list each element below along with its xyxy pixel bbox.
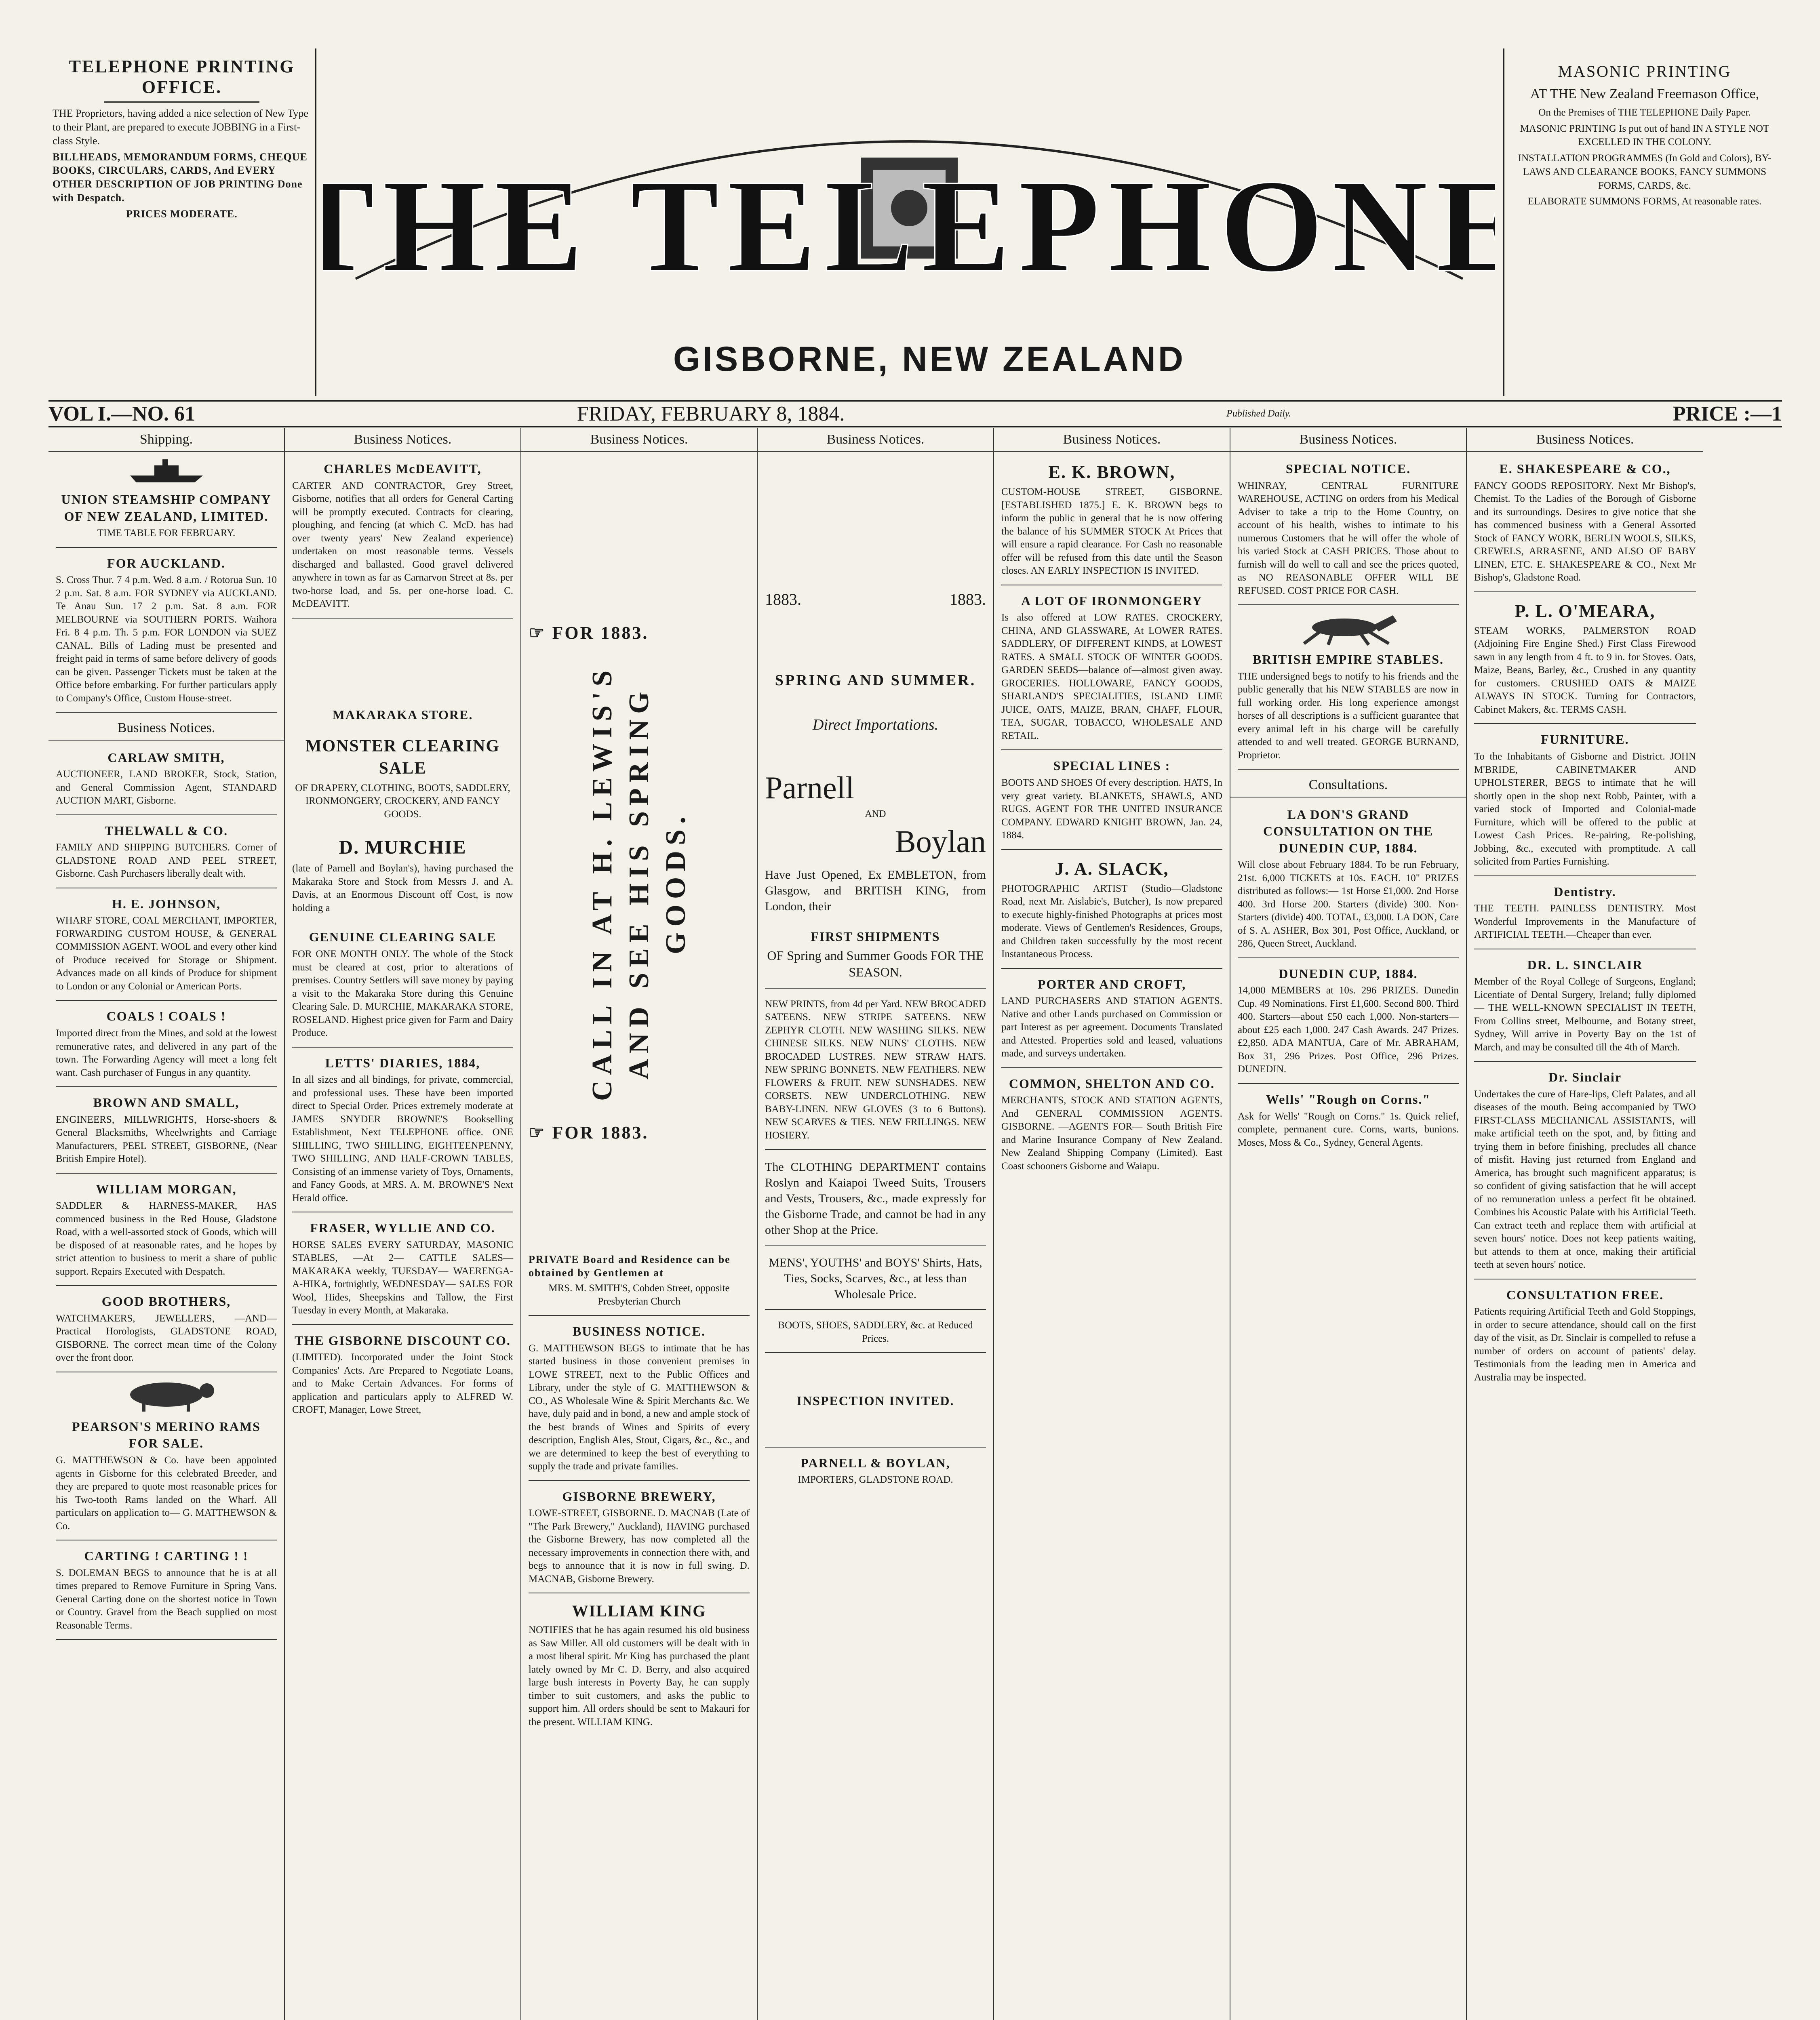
- ad-title: INSPECTION INVITED.: [796, 1393, 954, 1408]
- ad-dr-sinclair: [1474, 953, 1696, 1062]
- h-lewis-vertical: CALL IN AT H. LEWIS'S AND SEE HIS SPRING GOODS.: [587, 665, 691, 1101]
- price: PRICE :—1: [1673, 402, 1782, 425]
- printing-office-intro: THE Proprietors, having added a nice selection of New Type to their Plant, are prepared to execute JOBBING in a First-class Style.: [53, 107, 309, 147]
- ad-body: MERCHANTS, STOCK AND STATION AGENTS, And GENERAL COMMISSION AGENTS. GISBORNE. —AGENTS FOR— South British Fire and Marine Insurance Company of New Zealand. New Zealand Shipping Company (Limited). East Coast schooners Gisborne and Waiapu.: [1001, 1095, 1222, 1172]
- ad-title: H. E. JOHNSON,: [112, 896, 221, 911]
- ad-title: E. SHAKESPEARE & CO.,: [1499, 461, 1671, 476]
- ad-body: Ask for Wells' "Rough on Corns." 1s. Quick relief, complete, permanent cure. Corns, warts, bunions. Moses, Moss & Co., Sydney, General Agents.: [1238, 1111, 1459, 1148]
- issue-date: FRIDAY, FEBRUARY 8, 1884.: [577, 402, 845, 425]
- ad-title: BRITISH EMPIRE STABLES.: [1252, 652, 1444, 667]
- ad-title: PARNELL & BOYLAN,: [800, 1455, 950, 1470]
- ad-body: NEW PRINTS, from 4d per Yard. NEW BROCADED SATEENS. NEW STRIPE SATEENS. NEW ZEPHYR CLOTH. NEW WASHING SILKS. NEW CHINESE SILKS. NEW NUNS' CLOTHS. NEW BROCADED LUSTRES. NEW STRAW HATS. NEW SPRING BONNETS. NEW FEATHERS. NEW FLOWERS & FRUIT. NEW SUNSHADES. NEW CORSETS. NEW UNDERCLOTHING. NEW BABY-LINEN. NEW GLOVES (3 to 6 Buttons). NEW SCARVES & TIES. NEW FRILLINGS. NEW HOSIERY.: [765, 998, 986, 1141]
- ad-genuine-sale: [292, 926, 513, 1047]
- ad-body: Patients requiring Artificial Teeth and Gold Stoppings, in order to secure attendance, should call on the first day of the visit, as Dr. Sinclair is compelled to refuse a number of orders on account of patients' delay. Testimonials from the leading men in America and Australia may be inspected.: [1474, 1306, 1696, 1383]
- ad-title: GENUINE CLEARING SALE: [309, 930, 497, 945]
- ad-body: IMPORTERS, GLADSTONE ROAD.: [798, 1474, 953, 1486]
- published-daily: Published Daily.: [1226, 408, 1291, 419]
- column-4: [758, 428, 994, 2020]
- ad-body: STEAM WORKS, PALMERSTON ROAD (Adjoining Fire Engine Shed.) First Class Firewood sawn in any length from 4 ft. to 9 in. for Stoves. Oats, Maize, Beans, Barley, &c., Crushed in any quantity for customers. CRUSHED OATS & MAIZE ALWAYS IN STOCK. Turning for Contractors, Cabinet Makers, &c. TERMS CASH.: [1474, 625, 1696, 715]
- ad-william-king: [529, 1597, 750, 1736]
- ad-william-morgan: [56, 1178, 277, 1286]
- ad-inspection: [765, 1357, 986, 1448]
- ad-title: PEARSON'S MERINO RAMS FOR SALE.: [72, 1419, 261, 1451]
- printing-office-heading: TELEPHONE PRINTING OFFICE.: [69, 57, 295, 97]
- ad-body: To the Inhabitants of Gisborne and District. JOHN M'BRIDE, CABINETMAKER AND UPHOLSTERER, BEGS to intimate that he will shortly open in the shop next Robb, Painter, with a varied stock of Imported and Colonial-made Furniture, which will be offered to the public at Lowest Cash Prices. Re-pairing, Re-polishing, Jobbing, &c., executed with promptitude. A call solicited from Parties Furnishing.: [1474, 751, 1696, 867]
- masthead-place: GISBORNE, NEW ZEALAND: [673, 340, 1186, 379]
- ad-ek-brown: [1001, 457, 1222, 585]
- ad-title: J. A. SLACK,: [1055, 858, 1169, 879]
- ad-shakespeare: [1474, 457, 1696, 592]
- column-heading: Shipping.: [48, 428, 284, 452]
- parnell: Parnell: [765, 770, 854, 805]
- column-1: [48, 428, 285, 2020]
- ad-title: LETTS' DIARIES, 1884,: [325, 1055, 480, 1070]
- ad-title: SPECIAL NOTICE.: [1285, 461, 1411, 476]
- ad-title: UNION STEAMSHIP COMPANY OF NEW ZEALAND, LIMITED.: [61, 492, 272, 524]
- masthead-title: THE TELEPHONE: [323, 152, 1495, 300]
- ad-body: LAND PURCHASERS AND STATION AGENTS. Native and other Lands purchased on Commission or part Interest as per agreement. Documents Translated and Attested. Properties sold and leased, valuations made, and surveys undertaken.: [1001, 995, 1222, 1059]
- ad-omeara: [1474, 596, 1696, 724]
- ad-body: THE undersigned begs to notify to his friends and the public generally that his NEW STABLES are now in full working order. His long experience amongst horses of all descriptions is a sufficient guarantee that every animal left in his charge will be carefully attended to and well treated. GEORGE BURNAND, Proprietor.: [1238, 671, 1459, 761]
- ad-sinclair-services: [1474, 1066, 1696, 1279]
- ad-title: SPECIAL LINES :: [1053, 758, 1171, 773]
- ad-furniture: [1474, 728, 1696, 876]
- ad-body: WHARF STORE, COAL MERCHANT, IMPORTER, FORWARDING CUSTOM HOUSE, & GENERAL COMMISSION AGENT. WOOL and every other kind of Produce received for Storage or Shipment. Advances made on all kinds of Produce for shipment to London or any Colonial or American Ports.: [56, 915, 277, 992]
- ad-body: OF DRAPERY, CLOTHING, BOOTS, SADDLERY, IRONMONGERY, CROCKERY, AND FANCY GOODS.: [295, 782, 510, 820]
- ad-title: WILLIAM KING: [572, 1602, 706, 1620]
- for-1883-a: ☞ FOR 1883.: [529, 623, 649, 643]
- ad-body: In all sizes and all bindings, for private, commercial, and professional uses. These have been imported direct to Special Order. Prices extremely moderate at JAMES SNYDER BROWNE'S Bookselling Establishment, Next TELEPHONE office. ONE SHILLING, TWO SHILLING, EIGHTEENPENNY, TWO SHILLING, AND HALF-CROWN TABLES, Consisting of an immense variety of Toys, Ornaments, and Fancy Goods, at MRS. A. M. BROWNE'S Next Herald office.: [292, 1074, 513, 1204]
- ad-body: Will close about February 1884. To be run February, 21st. 6,000 TICKETS at 10s. EACH. 10" PRIZES distributed as follows:— 1st Horse £1,000. 2nd Horse 400. 3rd Horse 200. Starters (divide) 300. Non-Starters (divide) 400. TOTAL, £3,000. LA DON, Care of S. A. ASHER, Box 301, Post Office, Auckland, or 286, Queen Street, Auckland.: [1238, 859, 1459, 949]
- section-heading: Consultations.: [1230, 774, 1466, 797]
- ad-body: MENS', YOUTHS' and BOYS' Shirts, Hats, Ties, Socks, Scarves, &c., at less than Wholesale Price.: [769, 1256, 982, 1301]
- ad-title: FRASER, WYLLIE AND CO.: [310, 1220, 495, 1235]
- column-heading: Business Notices.: [758, 428, 993, 452]
- divider: [315, 48, 316, 396]
- masonic-sub: AT THE New Zealand Freemason Office,: [1530, 86, 1759, 101]
- ad-title: MONSTER CLEARING SALE: [305, 737, 500, 778]
- section-heading: Business Notices.: [48, 717, 284, 740]
- year-row: [765, 589, 986, 610]
- ad-title: WILLIAM MORGAN,: [96, 1181, 237, 1196]
- ad-ironmongery: [1001, 589, 1222, 751]
- ad-merino-rams: [56, 1415, 277, 1540]
- ad-good-brothers: [56, 1290, 277, 1372]
- ad-porter-croft: [1001, 973, 1222, 1068]
- ad-he-johnson: [56, 892, 277, 1001]
- ad-body: Member of the Royal College of Surgeons, England; Licentiate of Dental Surgery, Ireland; fully diplomed— THE WELL-KNOWN SPECIALIST IN TEETH, From Collins street, Melbourne, and Botany street, Sydney, Will arrive in Poverty Bay on the 1st of March, and may be consulted till the 4th of March.: [1474, 976, 1696, 1053]
- direct-importations: Direct Importations.: [812, 716, 938, 733]
- year-left: 1883.: [765, 590, 801, 609]
- ad-title: GISBORNE BREWERY,: [562, 1489, 716, 1504]
- ad-body: NOTIFIES that he has again resumed his old business as Saw Miller. All old customers will be dealt with in a most liberal spirit. Mr King has purchased the plant lately owned by Mr C. D. Berry, and also acquired large bush interests in Poverty Bay, he can supply timber to suit customers, and asks the public to support him. All orders should be sent to Makauri for the present. WILLIAM KING.: [529, 1624, 750, 1728]
- ad-body: G. MATTHEWSON & Co. have been appointed agents in Gisborne for this celebrated Breeder, and they are prepared to quote most reasonable prices for his Two-tooth Rams landed on the Wharf. All particulars on application to— G. MATTHEWSON & Co.: [56, 1455, 277, 1532]
- column-heading: Business Notices.: [1230, 428, 1466, 452]
- ad-title: PORTER AND CROFT,: [1037, 976, 1186, 991]
- ad-body: SADDLER & HARNESS-MAKER, HAS commenced business in the Red House, Gladstone Road, with a well-assorted stock of Goods, which will be disposed of at reasonable rates, and he hopes by strict attention to business to merit a share of public support. Repairs Executed with Despatch.: [56, 1200, 277, 1277]
- ad-body: OF Spring and Summer Goods FOR THE SEASON.: [767, 948, 984, 980]
- ad-letts-diaries: [292, 1052, 513, 1213]
- ad-body: AUCTIONEER, LAND BROKER, Stock, Station, and General Commission Agent, STANDARD AUCTION MART, Gisborne.: [56, 769, 277, 806]
- ad-title: LA DON'S GRAND CONSULTATION ON THE DUNEDIN CUP, 1884.: [1263, 807, 1433, 855]
- ad-clothing-dept: [765, 1154, 986, 1246]
- ad-title: DR. L. SINCLAIR: [1527, 957, 1643, 972]
- ad-body: BOOTS, SHOES, SADDLERY, &c. at Reduced Prices.: [778, 1320, 973, 1344]
- column-7: [1467, 428, 1703, 2020]
- ad-body: G. MATTHEWSON BEGS to intimate that he has started business in those convenient premises in LOWE STREET, next to the Public Offices and Library, under the style of G. MATTHEWSON & CO., AS Wholesale Wine & Spirit Merchants &c. We have, duly paid and in bond, a new and ample stock of the best brands of Wines and Spirits of every description, English Ales, Stout, Cigars, &c., &c., and we are determined to keep the best of everything to supply the trade and private families.: [529, 1342, 750, 1472]
- ad-common-shelton: [1001, 1072, 1222, 1180]
- ad-body: FAMILY AND SHIPPING BUTCHERS. Corner of GLADSTONE ROAD AND PEEL STREET, Gisborne. Cash Purchasers liberally dealt with.: [56, 842, 277, 880]
- column-5: [994, 428, 1230, 2020]
- ad-union-steamship: [56, 488, 277, 548]
- ad-parnell-boylan: [765, 1452, 986, 1494]
- ad-body: 14,000 MEMBERS at 10s. 296 PRIZES. Dunedin Cup. 49 Nominations. First £1,600. Second 800. Third 400. Starters—about £50 each 1,000. Non-starters—about £25 each 1,000. 247 Cash Awards. 247 Prizes. £2,850. ADA MANTUA, Care of Mr. ABRAHAM, Box 31, 296 Prizes. Post Office, 296 Prizes. DUNEDIN.: [1238, 985, 1459, 1075]
- steamship-icon: [126, 457, 207, 486]
- ad-body: THE TEETH. PAINLESS DENTISTRY. Most Wonderful Improvements in the Manufacture of ARTIFICIAL TEETH.—Cheaper than ever.: [1474, 903, 1696, 941]
- printing-office-footer: PRICES MODERATE.: [126, 208, 238, 220]
- ad-dunedin-cup: [1238, 962, 1459, 1084]
- ad-title: FURNITURE.: [1541, 732, 1629, 747]
- masthead-logo: [323, 53, 1495, 388]
- ad-title: FIRST SHIPMENTS: [811, 929, 940, 944]
- ad-boots-shoes: [765, 1314, 986, 1353]
- ad-body: HORSE SALES EVERY SATURDAY, MASONIC STABLES, —At 2— CATTLE SALES— MAKARAKA weekly, TUESDAY— WAERENGA-A-HIKA, fortnightly, WEDNESDAY— SALES FOR Wool, Hides, Sheepskins and Tallow, the First Tuesday in every Month, at Makaraka.: [292, 1239, 513, 1316]
- ad-monster-sale: [292, 732, 513, 828]
- column-2: [285, 428, 521, 2020]
- ad-body: Undertakes the cure of Hare-lips, Cleft Palates, and all diseases of the mouth. Being accompanied by TWO FIRST-CLASS MECHANICAL ASSISTANTS, will make artificial teeth on the spot, and, by fitting and trying them in before finishing, precludes all chance of misfit. Having just returned from England and America, has brought such magnificent apparatus; is so confident of giving satisfaction that he will accept of no remuneration unless a perfect fit be obtained. Combines his Acoustic Palate with his Artificial Teeth. Can extract teeth and replace them with artificial at seven hours' notice. Does not keep patients waiting, but attends to them at once, making their artificial teeth at seven hours' notice.: [1474, 1088, 1696, 1271]
- ad-brown-and-small: [56, 1091, 277, 1174]
- ad-title: Dentistry.: [1554, 884, 1616, 899]
- ad-title: D. MURCHIE: [339, 837, 467, 858]
- telephone-printing-office-box: [53, 57, 311, 388]
- ad-body: (late of Parnell and Boylan's), having purchased the Makaraka Store and Stock from Messrs J. and A. Davis, at an Enormous Discount off Cost, is now holding a: [292, 863, 513, 913]
- ad-title: CHARLES McDEAVITT,: [324, 461, 482, 476]
- horse-icon: [1288, 609, 1409, 646]
- ad-body: PHOTOGRAPHIC ARTIST (Studio—Gladstone Road, next Mr. Aislabie's, Butcher), Is now prepared to execute highly-finished Photographs at prices most moderate. Views of Gentlemen's Residences, Groups, and Children taken successfully by the most recent Instantaneous Process.: [1001, 883, 1222, 960]
- ad-matthewson: [529, 1320, 750, 1481]
- ad-ja-slack: [1001, 854, 1222, 969]
- and-word: AND: [865, 809, 886, 820]
- ad-carting: [56, 1544, 277, 1640]
- boylan: Boylan: [895, 823, 986, 859]
- ad-first-shipments: [765, 925, 986, 989]
- ad-body: The CLOTHING DEPARTMENT contains Roslyn and Kaiapoi Tweed Suits, Trousers and Vests, Trousers, &c., made expressly for the Gisborne Trade, and cannot be had in any other Shop at the Price.: [765, 1160, 986, 1237]
- ad-title: Wells' "Rough on Corns.": [1266, 1092, 1431, 1107]
- ad-body: Have Just Opened, Ex EMBLETON, from Glasgow, and BRITISH KING, from London, their: [765, 868, 986, 913]
- ad-discount-co: [292, 1329, 513, 1424]
- ad-title: CARTING ! CARTING ! !: [84, 1549, 249, 1563]
- column-heading: Business Notices.: [994, 428, 1230, 452]
- for-1883-b: ☞ FOR 1883.: [529, 1123, 649, 1143]
- column-3: [521, 428, 758, 2020]
- ad-british-empire-stables: [1238, 648, 1459, 770]
- ad-title: CONSULTATION FREE.: [1506, 1287, 1664, 1302]
- ad-title: THE GISBORNE DISCOUNT CO.: [295, 1333, 511, 1348]
- columns: [48, 428, 1782, 2020]
- ad-coals: [56, 1005, 277, 1087]
- ad-body: Is also offered at LOW RATES. CROCKERY, CHINA, AND GLASSWARE, At LOWER RATES. SADDLERY, OF DIFFERENT KINDS, at LOWEST RATES. A SMALL STOCK OF WINTER GOODS. GARDEN SEEDS—balance of—almost given away. GROCERIES. HOLLOWARE, FANCY GOODS, SHARLAND'S SPECIALITIES, ISLAND LIME JUICE, OATS, MAIZE, BRAN, CHAFF, FLOUR, TEA, SUGAR, TOBACCO, WHOLESALE AND RETAIL.: [1001, 612, 1222, 741]
- ad-body: FOR ONE MONTH ONLY. The whole of the Stock must be cleared at cost, prior to alterations of premises. Country Settlers will save money by paying a visit to the Makaraka Store during this Genuine Clearing Sale. D. MURCHIE, MAKARAKA STORE, ROSELAND. Highest price given for Farm and Dairy Produce.: [292, 949, 513, 1039]
- masonic-printing-box: [1511, 61, 1778, 392]
- ad-la-don: [1238, 803, 1459, 958]
- ad-body: S. DOLEMAN BEGS to announce that he is at all times prepared to Remove Furniture in Spring Vans. General Carting done on the shortest notice in Town or Country. Gravel from the Beach supplied on most Reasonable Terms.: [56, 1567, 277, 1631]
- ad-title: Dr. Sinclair: [1548, 1070, 1622, 1085]
- ad-body: WHINRAY, CENTRAL FURNITURE WAREHOUSE, ACTING on orders from his Medical Adviser to take a trip to the Home Country, on account of his health, wishes to intimate to his numerous Customers that he will offer the whole of his varied Stock at CASH PRICES. Those about to furnish will do well to call and see the prices quoted, as NO REASONABLE OFFER WILL BE REFUSED. COST PRICE FOR CASH.: [1238, 480, 1459, 596]
- column-heading: Business Notices.: [1467, 428, 1703, 452]
- ad-makaraka-store: [292, 623, 513, 728]
- ad-title: A LOT OF IRONMONGERY: [1021, 593, 1203, 608]
- ad-carlaw-smith: [56, 746, 277, 815]
- ad-timetable: [56, 552, 277, 713]
- ad-title: CARLAW SMITH,: [107, 750, 225, 765]
- ad-body: BOOTS AND SHOES Of every description. HATS, In very great variety. BLANKETS, SHAWLS, AND RUGS. AGENT FOR THE UNITED INSURANCE COMPANY. EDWARD KNIGHT BROWN, Jan. 24, 1884.: [1001, 777, 1222, 841]
- ad-title: BUSINESS NOTICE.: [573, 1324, 706, 1339]
- ad-body: TIME TABLE FOR FEBRUARY.: [97, 528, 236, 539]
- ad-title: COMMON, SHELTON AND CO.: [1009, 1076, 1215, 1091]
- ad-title: PRIVATE Board and Residence can be obtained by Gentlemen at: [529, 1253, 731, 1279]
- ad-rough-on-corns: [1238, 1088, 1459, 1156]
- ad-just-opened: [765, 862, 986, 921]
- ad-mcdeavitt: [292, 457, 513, 619]
- ad-body: (LIMITED). Incorporated under the Joint Stock Companies' Acts. Are Prepared to Negotiate Loans, and to Make Certain Advances. For forms of application and particulars apply to ALFRED W. CROFT, Manager, Lowe Street,: [292, 1352, 513, 1416]
- ad-d-murchie: [292, 832, 513, 922]
- ad-title: MAKARAKA STORE.: [332, 707, 473, 722]
- ad-special-lines: [1001, 754, 1222, 850]
- ad-title: P. L. O'MEARA,: [1515, 601, 1656, 621]
- masonic-line4: ELABORATE SUMMONS FORMS, At reasonable rates.: [1527, 196, 1762, 207]
- column-6: [1230, 428, 1467, 2020]
- year-right: 1883.: [950, 590, 986, 609]
- printing-office-items: BILLHEADS, MEMORANDUM FORMS, CHEQUE BOOKS, CIRCULARS, CARDS, And EVERY OTHER DESCRIPTION OF JOB PRINTING Done with Despatch.: [53, 151, 308, 204]
- ad-body: S. Cross Thur. 7 4 p.m. Wed. 8 a.m. / Rotorua Sun. 10 2 p.m. Sat. 8 a.m. FOR SYDNEY via AUCKLAND. Te Anau Sun. 17 2 p.m. Sat. 8 a.m. FOR MELBOURNE via SOUTHERN PORTS. Waihora Fri. 8 4 p.m. Th. 5 p.m. FOR LONDON via SUEZ CANAL. Bills of Lading must be presented and freight paid in terms of same before delivery of goods can be given. Passenger Tickets must be taken at the Office before embarking. For further particulars apply to Company's Office, Custom House-street.: [56, 574, 277, 704]
- divider: [1503, 48, 1504, 396]
- ad-thelwall: [56, 819, 277, 888]
- ad-title: DUNEDIN CUP, 1884.: [1279, 966, 1418, 981]
- ad-body: ENGINEERS, MILLWRIGHTS, Horse-shoers & General Blacksmiths, Wheelwrights and Carriage Manufacturers, PEEL STREET, GISBORNE, (Near British Empire Hotel).: [56, 1114, 277, 1165]
- ad-dentistry: [1474, 880, 1696, 949]
- divider: [104, 101, 259, 103]
- ad-body: MRS. M. SMITH'S, Cobden Street, opposite Presbyterian Church: [548, 1283, 730, 1307]
- ad-body: Imported direct from the Mines, and sold at the lowest remunerative rates, and delivered in any part of the town. The Forwarding Agency will meet a long felt want. Cash purchaser of Fungus in any quantity.: [56, 1028, 277, 1078]
- volume-number: VOL I.—NO. 61: [48, 402, 196, 425]
- ram-icon: [106, 1376, 227, 1413]
- ad-body: FANCY GOODS REPOSITORY. Next Mr Bishop's, Chemist. To the Ladies of the Borough of Gisborne and its surroundings. Desires to give notice that she has commenced business with a General Assorted Stock of FANCY WORK, BERLIN WOOLS, SILKS, CREWELS, ARRASENE, AND ALSO OF BABY LINEN, ETC. E. SHAKESPEARE & CO., Next Mr Bishop's, Gladstone Road.: [1474, 480, 1696, 583]
- masonic-heading: MASONIC PRINTING: [1558, 62, 1732, 80]
- ad-body: WATCHMAKERS, JEWELLERS, —AND— Practical Horologists, GLADSTONE ROAD, GISBORNE. The correct mean time of the Colony over the front door.: [56, 1313, 277, 1364]
- ad-body: LOWE-STREET, GISBORNE. D. MACNAB (Late of "The Park Brewery," Auckland), HAVING purchased the Gisborne Brewery, has now completed all the necessary improvements in connection there with, and begs to announce that it is now in full swing. D. MACNAB, Gisborne Brewery.: [529, 1508, 750, 1584]
- column-heading: Business Notices.: [285, 428, 520, 452]
- ad-body: CUSTOM-HOUSE STREET, GISBORNE. [ESTABLISHED 1875.] E. K. BROWN begs to inform the public in general that he is now offering the balance of his SUMMER STOCK At Prices that will ensure a rapid clearance. For Cash no reasonable offer will be refused from this date until the Season closes. AN EARLY INSPECTION IS INVITED.: [1001, 486, 1222, 577]
- masonic-line3: INSTALLATION PROGRAMMES (In Gold and Colors), BY-LAWS AND CLEARANCE BOOKS, FANCY SUMMONS FORMS, CARDS, &c.: [1518, 153, 1772, 191]
- dateline: [48, 400, 1782, 427]
- ad-title: FOR AUCKLAND.: [107, 556, 225, 570]
- ad-title: GOOD BROTHERS,: [101, 1294, 231, 1309]
- ad-title: E. K. BROWN,: [1048, 462, 1175, 482]
- column-heading: Business Notices.: [521, 428, 757, 452]
- ad-fraser-wyllie: [292, 1216, 513, 1325]
- ad-title: THELWALL & CO.: [104, 823, 228, 838]
- ad-private-board: [529, 1250, 750, 1316]
- ad-gisborne-brewery: [529, 1485, 750, 1594]
- ad-title: BROWN AND SMALL,: [93, 1095, 240, 1110]
- ad-body: CARTER AND CONTRACTOR, Grey Street, Gisborne, notifies that all orders for General Carting will be promptly executed. Contracts for clearing, ploughing, and fencing (at which C. McD. has had over twenty years' New Zealand experience) undertaken on most reasonable terms. Vessels discharged and ballasted. Good gravel delivered anywhere in town as far as Carnarvon Street at 8s. per two-horse load, and 5s. per one-horse load. C. McDEAVITT.: [292, 480, 513, 610]
- ad-title: COALS ! COALS !: [106, 1009, 226, 1024]
- ad-whinray: [1238, 457, 1459, 605]
- masonic-line2: MASONIC PRINTING Is put out of hand IN A STYLE NOT EXCELLED IN THE COLONY.: [1520, 123, 1769, 148]
- ad-new-goods-list: [765, 993, 986, 1150]
- masonic-premises: On the Premises of THE TELEPHONE Daily Paper.: [1538, 107, 1751, 118]
- ad-consultation-free: [1474, 1284, 1696, 1391]
- spring-summer: SPRING AND SUMMER.: [775, 672, 976, 689]
- ad-mens-youths: [765, 1250, 986, 1310]
